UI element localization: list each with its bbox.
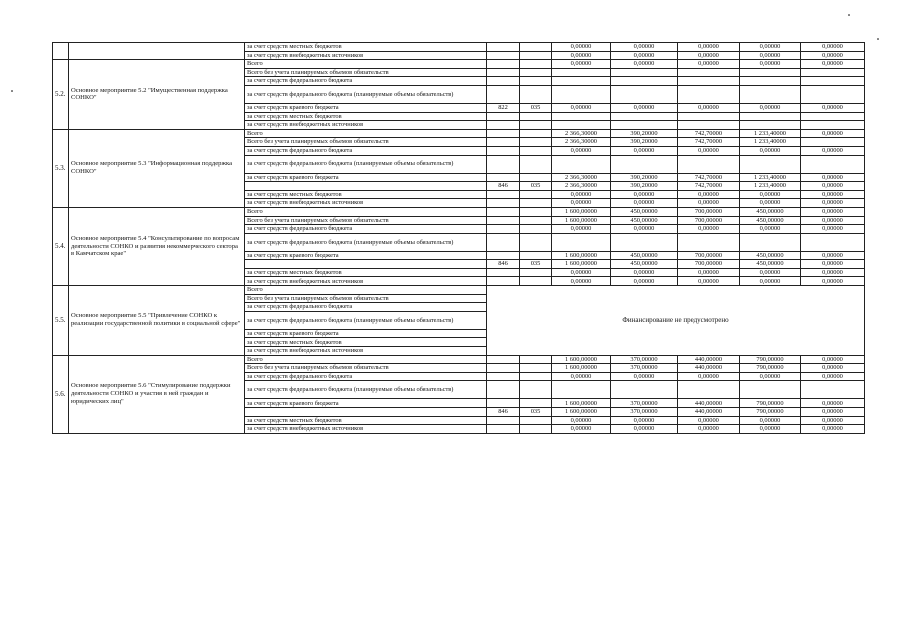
amount-cell: 0,00000 [801, 355, 865, 364]
amount-cell: 742,70000 [678, 129, 740, 138]
amount-cell: 0,00000 [611, 103, 678, 112]
amount-cell [611, 121, 678, 130]
budget-code-gr [487, 68, 520, 77]
budget-code-gr [487, 364, 520, 373]
table-row [53, 207, 865, 216]
amount-cell: 790,00000 [740, 399, 801, 408]
funding-source: за счет средств федерального бюджета [245, 303, 487, 312]
amount-cell: 1 600,00000 [552, 364, 611, 373]
funding-source: за счет средств местных бюджетов [245, 416, 487, 425]
budget-code-gr [487, 416, 520, 425]
amount-cell: 0,00000 [552, 146, 611, 155]
budget-code-cs [520, 190, 552, 199]
amount-cell [611, 85, 678, 103]
amount-cell: 790,00000 [740, 364, 801, 373]
amount-cell: 0,00000 [801, 182, 865, 191]
amount-cell: 742,70000 [678, 182, 740, 191]
amount-cell: 0,00000 [740, 43, 801, 52]
amount-cell [552, 381, 611, 399]
funding-source: за счет средств федерального бюджета [245, 146, 487, 155]
budget-code-cs [520, 121, 552, 130]
amount-cell: 700,00000 [678, 216, 740, 225]
amount-cell: 0,00000 [678, 190, 740, 199]
funding-source: за счет средств федерального бюджета (планируемые объемы обязательств) [245, 233, 487, 251]
amount-cell: 0,00000 [801, 277, 865, 286]
amount-cell: 440,00000 [678, 408, 740, 417]
amount-cell: 0,00000 [740, 51, 801, 60]
funding-source: за счет средств местных бюджетов [245, 190, 487, 199]
amount-cell: 700,00000 [678, 260, 740, 269]
amount-cell: 450,00000 [740, 260, 801, 269]
amount-cell: 0,00000 [801, 207, 865, 216]
amount-cell [801, 155, 865, 173]
amount-cell: 1 600,00000 [552, 408, 611, 417]
funding-source: за счет средств внебюджетных источников [245, 121, 487, 130]
amount-cell: 390,20000 [611, 173, 678, 182]
budget-code-gr [487, 425, 520, 434]
amount-cell: 0,00000 [801, 408, 865, 417]
scan-speck [848, 14, 850, 16]
amount-cell: 0,00000 [801, 51, 865, 60]
measure-name: Основное мероприятие 5.3 "Информационная поддержка СОНКО" [69, 129, 245, 207]
amount-cell: 700,00000 [678, 207, 740, 216]
amount-cell: 1 600,00000 [552, 260, 611, 269]
budget-code-cs: 035 [520, 408, 552, 417]
budget-code-gr [487, 129, 520, 138]
funding-source: Всего без учета планируемых объемов обязательств [245, 216, 487, 225]
amount-cell: 0,00000 [678, 60, 740, 69]
budget-code-gr [487, 372, 520, 381]
budget-code-cs [520, 146, 552, 155]
amount-cell: 0,00000 [678, 103, 740, 112]
amount-cell: 1 600,00000 [552, 216, 611, 225]
amount-cell [801, 112, 865, 121]
budget-code-gr [487, 190, 520, 199]
amount-cell [552, 77, 611, 86]
budget-code-cs [520, 225, 552, 234]
budget-code-cs [520, 207, 552, 216]
budget-document [52, 42, 865, 434]
amount-cell: 0,00000 [678, 225, 740, 234]
funding-source: Всего [245, 355, 487, 364]
amount-cell: 0,00000 [611, 146, 678, 155]
scan-speck [877, 38, 879, 40]
amount-cell: 450,00000 [740, 207, 801, 216]
funding-source: за счет средств местных бюджетов [245, 338, 487, 347]
amount-cell: 0,00000 [740, 60, 801, 69]
table-row [53, 129, 865, 138]
amount-cell: 0,00000 [552, 60, 611, 69]
amount-cell: 0,00000 [801, 268, 865, 277]
budget-code-gr [487, 85, 520, 103]
budget-code-cs [520, 77, 552, 86]
budget-code-cs [520, 399, 552, 408]
amount-cell: 0,00000 [611, 60, 678, 69]
funding-source: за счет средств федерального бюджета (планируемые объемы обязательств) [245, 311, 487, 329]
amount-cell [552, 233, 611, 251]
budget-code-cs [520, 129, 552, 138]
amount-cell: 1 233,40000 [740, 182, 801, 191]
funding-source: за счет средств местных бюджетов [245, 268, 487, 277]
budget-code-cs [520, 355, 552, 364]
amount-cell: 0,00000 [678, 146, 740, 155]
amount-cell: 0,00000 [740, 425, 801, 434]
amount-cell: 2 366,30000 [552, 173, 611, 182]
funding-source: за счет средств внебюджетных источников [245, 347, 487, 356]
budget-code-gr [487, 355, 520, 364]
amount-cell: 0,00000 [801, 425, 865, 434]
amount-cell: 0,00000 [611, 51, 678, 60]
amount-cell [801, 233, 865, 251]
amount-cell: 0,00000 [740, 103, 801, 112]
funding-source: за счет средств краевого бюджета [245, 103, 487, 112]
amount-cell [611, 68, 678, 77]
amount-cell: 0,00000 [801, 364, 865, 373]
amount-cell [678, 77, 740, 86]
funding-source [245, 260, 487, 269]
funding-source [245, 182, 487, 191]
funding-source: за счет средств внебюджетных источников [245, 51, 487, 60]
budget-table [52, 42, 865, 434]
budget-code-cs [520, 268, 552, 277]
funding-source: Всего [245, 60, 487, 69]
amount-cell: 0,00000 [801, 416, 865, 425]
amount-cell: 0,00000 [611, 190, 678, 199]
budget-code-gr [487, 173, 520, 182]
amount-cell: 0,00000 [611, 425, 678, 434]
budget-code-cs [520, 251, 552, 260]
amount-cell: 742,70000 [678, 173, 740, 182]
amount-cell: 0,00000 [801, 190, 865, 199]
amount-cell: 0,00000 [801, 43, 865, 52]
amount-cell: 390,20000 [611, 129, 678, 138]
amount-cell: 0,00000 [801, 199, 865, 208]
budget-code-gr: 846 [487, 408, 520, 417]
amount-cell: 0,00000 [740, 199, 801, 208]
measure-number: 5.2. [53, 60, 69, 130]
budget-code-gr [487, 43, 520, 52]
amount-cell: 440,00000 [678, 364, 740, 373]
amount-cell: 450,00000 [740, 216, 801, 225]
funding-source: за счет средств федерального бюджета (планируемые объемы обязательств) [245, 155, 487, 173]
amount-cell: 2 366,30000 [552, 138, 611, 147]
amount-cell: 742,70000 [678, 138, 740, 147]
amount-cell: 370,00000 [611, 364, 678, 373]
funding-source: за счет средств внебюджетных источников [245, 199, 487, 208]
amount-cell [611, 77, 678, 86]
amount-cell: 0,00000 [552, 103, 611, 112]
amount-cell [678, 85, 740, 103]
amount-cell: 370,00000 [611, 408, 678, 417]
amount-cell [801, 77, 865, 86]
amount-cell: 2 366,30000 [552, 129, 611, 138]
amount-cell: 0,00000 [801, 225, 865, 234]
amount-cell: 0,00000 [678, 277, 740, 286]
amount-cell: 0,00000 [801, 216, 865, 225]
amount-cell [801, 85, 865, 103]
amount-cell: 0,00000 [740, 416, 801, 425]
amount-cell: 1 600,00000 [552, 355, 611, 364]
budget-code-gr [487, 207, 520, 216]
amount-cell: 390,20000 [611, 138, 678, 147]
funding-source: за счет средств федерального бюджета (планируемые объемы обязательств) [245, 85, 487, 103]
amount-cell [611, 381, 678, 399]
budget-code-cs [520, 216, 552, 225]
funding-source: за счет средств внебюджетных источников [245, 277, 487, 286]
amount-cell: 0,00000 [801, 399, 865, 408]
amount-cell: 0,00000 [611, 416, 678, 425]
amount-cell: 0,00000 [611, 43, 678, 52]
budget-code-cs [520, 233, 552, 251]
amount-cell: 0,00000 [740, 277, 801, 286]
amount-cell: 1 233,40000 [740, 138, 801, 147]
amount-cell: 1 233,40000 [740, 173, 801, 182]
funding-source: за счет средств федерального бюджета (планируемые объемы обязательств) [245, 381, 487, 399]
budget-code-gr [487, 216, 520, 225]
budget-code-cs [520, 416, 552, 425]
budget-code-cs [520, 173, 552, 182]
amount-cell [801, 121, 865, 130]
amount-cell [801, 381, 865, 399]
amount-cell: 0,00000 [611, 225, 678, 234]
budget-code-cs [520, 155, 552, 173]
funding-source: за счет средств федерального бюджета [245, 372, 487, 381]
funding-source: за счет средств федерального бюджета [245, 77, 487, 86]
scan-speck [11, 90, 13, 92]
amount-cell: 450,00000 [611, 260, 678, 269]
amount-cell [552, 155, 611, 173]
amount-cell [678, 112, 740, 121]
funding-source: Всего без учета планируемых объемов обязательств [245, 138, 487, 147]
amount-cell: 0,00000 [740, 146, 801, 155]
amount-cell: 0,00000 [552, 199, 611, 208]
budget-code-gr: 846 [487, 260, 520, 269]
measure-number: 5.5. [53, 286, 69, 356]
amount-cell [678, 381, 740, 399]
amount-cell [740, 381, 801, 399]
row-number [53, 43, 69, 60]
budget-code-gr [487, 199, 520, 208]
budget-code-cs [520, 381, 552, 399]
measure-name: Основное мероприятие 5.2 "Имущественная поддержка СОНКО" [69, 60, 245, 130]
budget-code-gr [487, 60, 520, 69]
amount-cell: 1 600,00000 [552, 207, 611, 216]
funding-source: за счет средств местных бюджетов [245, 112, 487, 121]
amount-cell: 370,00000 [611, 399, 678, 408]
funding-source: за счет средств краевого бюджета [245, 399, 487, 408]
measure-number: 5.3. [53, 129, 69, 207]
amount-cell [552, 112, 611, 121]
budget-code-cs: 035 [520, 182, 552, 191]
amount-cell: 0,00000 [611, 372, 678, 381]
measure-name: Основное мероприятие 5.6 "Стимулирование поддержки деятельности СОНКО и участия в ней граждан и юридических лиц" [69, 355, 245, 433]
amount-cell: 700,00000 [678, 251, 740, 260]
budget-code-cs [520, 68, 552, 77]
measure-name: Основное мероприятие 5.5 "Привлечение СОНКО к реализации государственной политики в социальной сфере" [69, 286, 245, 356]
amount-cell: 0,00000 [801, 173, 865, 182]
budget-code-gr [487, 138, 520, 147]
amount-cell [678, 155, 740, 173]
amount-cell [740, 112, 801, 121]
amount-cell: 450,00000 [611, 207, 678, 216]
amount-cell: 370,00000 [611, 355, 678, 364]
amount-cell: 440,00000 [678, 355, 740, 364]
amount-cell: 1 600,00000 [552, 399, 611, 408]
amount-cell [678, 121, 740, 130]
amount-cell: 0,00000 [801, 60, 865, 69]
budget-code-gr [487, 146, 520, 155]
budget-code-gr: 846 [487, 182, 520, 191]
budget-code-cs: 035 [520, 260, 552, 269]
budget-code-gr [487, 399, 520, 408]
funding-source: за счет средств краевого бюджета [245, 329, 487, 338]
funding-source: за счет средств федерального бюджета [245, 225, 487, 234]
amount-cell [611, 112, 678, 121]
budget-code-cs [520, 425, 552, 434]
amount-cell [611, 155, 678, 173]
table-row [53, 355, 865, 364]
budget-code-cs [520, 112, 552, 121]
measure-number: 5.4. [53, 207, 69, 285]
amount-cell [740, 121, 801, 130]
funding-source: Всего без учета планируемых объемов обязательств [245, 294, 487, 303]
table-row [53, 60, 865, 69]
amount-cell: 0,00000 [611, 268, 678, 277]
amount-cell [801, 68, 865, 77]
measure-number: 5.6. [53, 355, 69, 433]
budget-code-cs: 035 [520, 103, 552, 112]
amount-cell [740, 85, 801, 103]
funding-source: за счет средств местных бюджетов [245, 43, 487, 52]
amount-cell: 0,00000 [552, 43, 611, 52]
amount-cell: 0,00000 [801, 103, 865, 112]
amount-cell: 0,00000 [552, 190, 611, 199]
amount-cell: 0,00000 [801, 146, 865, 155]
budget-code-gr: 822 [487, 103, 520, 112]
budget-code-gr [487, 277, 520, 286]
amount-cell: 0,00000 [678, 43, 740, 52]
budget-code-gr [487, 155, 520, 173]
amount-cell: 0,00000 [611, 277, 678, 286]
amount-cell [678, 68, 740, 77]
amount-cell: 0,00000 [801, 129, 865, 138]
amount-cell [552, 68, 611, 77]
amount-cell: 1 600,00000 [552, 251, 611, 260]
budget-code-cs [520, 85, 552, 103]
amount-cell [740, 77, 801, 86]
amount-cell: 0,00000 [740, 190, 801, 199]
funding-source: Всего без учета планируемых объемов обязательств [245, 68, 487, 77]
amount-cell: 0,00000 [801, 251, 865, 260]
measure-name: Основное мероприятие 5.4 "Консультирование по вопросам деятельности СОНКО и развития некоммерческого сектора в Камчатском крае" [69, 207, 245, 285]
amount-cell: 0,00000 [552, 425, 611, 434]
amount-cell: 0,00000 [552, 225, 611, 234]
budget-code-gr [487, 51, 520, 60]
amount-cell: 0,00000 [678, 425, 740, 434]
budget-code-gr [487, 251, 520, 260]
amount-cell [552, 85, 611, 103]
budget-code-cs [520, 138, 552, 147]
amount-cell: 0,00000 [678, 51, 740, 60]
amount-cell: 390,20000 [611, 182, 678, 191]
budget-code-cs [520, 51, 552, 60]
budget-code-cs [520, 372, 552, 381]
financing-note: Финансирование не предусмотрено [487, 286, 865, 356]
amount-cell [740, 155, 801, 173]
funding-source: за счет средств краевого бюджета [245, 251, 487, 260]
funding-source: за счет средств внебюджетных источников [245, 425, 487, 434]
amount-cell: 0,00000 [740, 268, 801, 277]
amount-cell: 0,00000 [678, 268, 740, 277]
amount-cell: 0,00000 [801, 260, 865, 269]
amount-cell: 2 366,30000 [552, 182, 611, 191]
budget-code-cs [520, 43, 552, 52]
amount-cell: 790,00000 [740, 355, 801, 364]
amount-cell [740, 233, 801, 251]
budget-code-cs [520, 277, 552, 286]
amount-cell: 450,00000 [740, 251, 801, 260]
amount-cell: 0,00000 [678, 416, 740, 425]
budget-code-cs [520, 60, 552, 69]
funding-source: Всего [245, 286, 487, 295]
amount-cell: 0,00000 [552, 51, 611, 60]
funding-source: Всего без учета планируемых объемов обязательств [245, 364, 487, 373]
budget-code-gr [487, 268, 520, 277]
amount-cell: 0,00000 [552, 268, 611, 277]
table-row [53, 43, 865, 52]
budget-code-gr [487, 381, 520, 399]
funding-source: Всего [245, 207, 487, 216]
funding-source [245, 408, 487, 417]
funding-source: за счет средств краевого бюджета [245, 173, 487, 182]
amount-cell: 450,00000 [611, 251, 678, 260]
amount-cell: 0,00000 [740, 372, 801, 381]
budget-code-gr [487, 77, 520, 86]
amount-cell: 0,00000 [740, 225, 801, 234]
amount-cell: 0,00000 [552, 372, 611, 381]
amount-cell [611, 233, 678, 251]
funding-source: Всего [245, 129, 487, 138]
amount-cell [552, 121, 611, 130]
amount-cell: 0,00000 [552, 277, 611, 286]
budget-code-cs [520, 199, 552, 208]
amount-cell [801, 138, 865, 147]
amount-cell [740, 68, 801, 77]
amount-cell: 0,00000 [611, 199, 678, 208]
amount-cell: 1 233,40000 [740, 129, 801, 138]
budget-code-gr [487, 233, 520, 251]
budget-code-gr [487, 121, 520, 130]
budget-code-gr [487, 225, 520, 234]
amount-cell: 0,00000 [678, 372, 740, 381]
budget-code-gr [487, 112, 520, 121]
amount-cell: 440,00000 [678, 399, 740, 408]
budget-code-cs [520, 364, 552, 373]
amount-cell: 0,00000 [801, 372, 865, 381]
table-row [53, 286, 865, 295]
amount-cell: 0,00000 [552, 416, 611, 425]
measure-name [69, 43, 245, 60]
amount-cell: 450,00000 [611, 216, 678, 225]
amount-cell: 0,00000 [678, 199, 740, 208]
amount-cell: 790,00000 [740, 408, 801, 417]
amount-cell [678, 233, 740, 251]
